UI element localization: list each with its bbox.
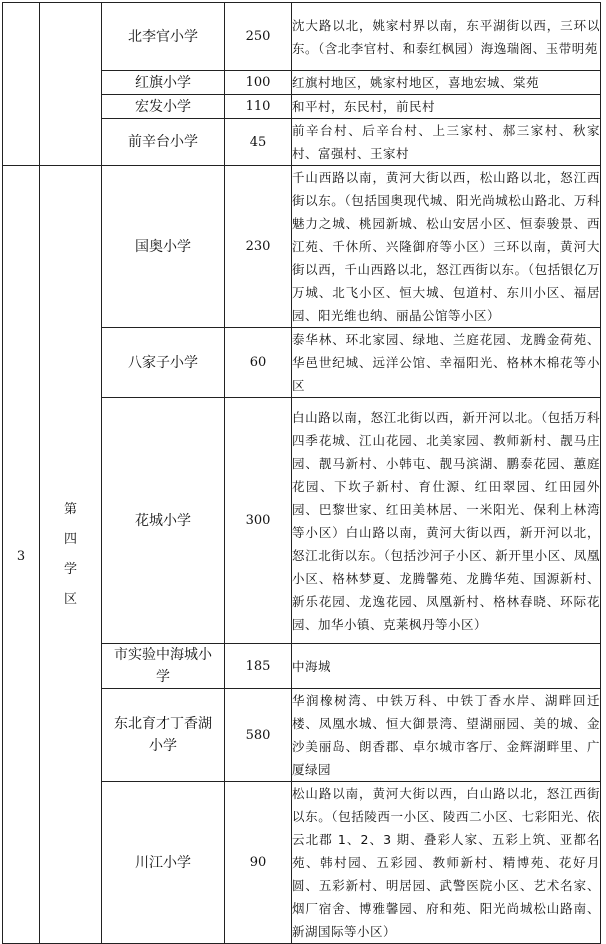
catchment-area: 华润橡树湾、中铁万科、中铁丁香水岸、湖畔回迁楼、凤凰水城、恒大御景湾、望湖丽园、美的城、金沙美丽岛、朗香郡、卓尔城市客厅、金辉湖畔里、广厦绿园 — [292, 693, 600, 777]
school-name-cell — [102, 71, 225, 95]
catchment-area-cell — [292, 3, 601, 71]
catchment-area-cell — [292, 644, 601, 689]
zone-cell-empty — [40, 3, 102, 166]
enrollment-count-cell — [225, 689, 292, 782]
catchment-area-cell — [292, 689, 601, 782]
enrollment-count: 185 — [245, 658, 271, 674]
enrollment-count-cell — [225, 644, 292, 689]
enrollment-count-cell — [225, 71, 292, 95]
catchment-area-cell — [292, 166, 601, 328]
row-number-cell — [3, 166, 40, 944]
school-name-cell — [102, 328, 225, 398]
school-name: 川江小学 — [135, 854, 191, 871]
table-row — [3, 3, 601, 71]
school-name-cell — [102, 689, 225, 782]
enrollment-count: 250 — [245, 29, 271, 44]
school-name-cell — [102, 644, 225, 689]
school-name: 市实验中海城小学 — [114, 647, 212, 685]
zone-cell — [40, 166, 102, 944]
catchment-area-cell — [292, 328, 601, 398]
catchment-area: 前辛台村、后辛台村、上三家村、郝三家村、秋家村、富强村、王家村 — [292, 123, 600, 161]
school-name: 宏发小学 — [135, 98, 191, 115]
enrollment-count-cell — [225, 166, 292, 328]
enrollment-count: 300 — [245, 513, 271, 528]
school-name-cell — [102, 95, 225, 119]
school-name: 北李官小学 — [128, 28, 198, 45]
school-district-table — [2, 2, 601, 944]
catchment-area-cell — [292, 95, 601, 119]
enrollment-count: 100 — [245, 75, 271, 90]
catchment-area: 红旗村地区，姚家村地区，喜地宏城、棠苑 — [292, 75, 540, 90]
row-number: 3 — [16, 549, 26, 564]
school-name: 红旗小学 — [135, 74, 191, 91]
row-number-cell-empty — [3, 3, 40, 166]
catchment-area-cell — [292, 119, 601, 166]
enrollment-count: 110 — [245, 99, 271, 114]
school-name-cell — [102, 782, 225, 944]
school-name-cell — [102, 119, 225, 166]
enrollment-count: 230 — [245, 239, 271, 254]
catchment-area: 和平村，东民村，前民村 — [292, 99, 436, 114]
enrollment-count-cell — [225, 3, 292, 71]
catchment-area: 白山路以南，怒江北街以西，新开河以北。（包括万科四季花城、江山花园、北美家园、教师新村、靓马庄园、靓马新村、小韩屯、靓马滨湖、鹏泰花园、蕙庭花园、下坎子新村、育仕源、红田翠园、红田园外园、巴黎世家、红田美林居、一米阳光、保利上林湾等小区）白山路以南，黄河大街以西，新开河以北，怒江北街以东。（包括沙河子小区、新开里小区、凤凰小区、格林梦夏、龙腾馨苑、龙腾华苑、国源新村、新乐花园、龙逸花园、凤凰新村、格林春晓、环际花园、加华小镇、克莱枫丹等小区） — [292, 409, 600, 632]
school-name: 前辛台小学 — [128, 134, 198, 150]
zone-label: 第四学区 — [63, 501, 77, 607]
catchment-area-cell — [292, 782, 601, 944]
enrollment-count: 45 — [249, 134, 267, 150]
catchment-area: 中海城 — [292, 658, 332, 674]
enrollment-count: 60 — [249, 355, 267, 370]
enrollment-count-cell — [225, 95, 292, 119]
enrollment-count: 580 — [245, 727, 271, 743]
catchment-area: 泰华林、环北家园、绿地、兰庭花园、龙腾金荷苑、华邑世纪城、远洋公馆、幸福阳光、格林木棉花等小区 — [292, 332, 600, 393]
catchment-area-cell — [292, 398, 601, 644]
enrollment-count: 90 — [249, 855, 267, 870]
school-name-cell — [102, 398, 225, 644]
catchment-area: 松山路以南，黄河大街以西，白山路以北，怒江西街以东。（包括陵西一小区、陵西二小区、七彩阳光、依云北郡 1、2、3 期、叠彩人家、五彩上筑、亚都名苑、韩村园、五彩园、教师新村、精博苑、花好月圆、五彩新村、明居园、武警医院小区、艺术名家、烟厂宿舍、博雅馨园、府和苑、阳光尚城松山路南、新湖国际等小区） — [292, 786, 600, 939]
catchment-area: 沈大路以北，姚家村界以南，东平湖街以西，三环以东。（含北李官村、和泰红枫园）海逸瑞阁、玉带明苑 — [292, 17, 600, 56]
enrollment-count-cell — [225, 782, 292, 944]
school-name-cell — [102, 166, 225, 328]
school-name: 东北育才丁香湖小学 — [114, 716, 212, 754]
school-name: 八家子小学 — [128, 354, 198, 371]
enrollment-count-cell — [225, 119, 292, 166]
enrollment-count-cell — [225, 398, 292, 644]
table-row — [3, 166, 601, 328]
enrollment-count-cell — [225, 328, 292, 398]
school-name: 花城小学 — [135, 512, 191, 529]
catchment-area-cell — [292, 71, 601, 95]
catchment-area: 千山西路以南，黄河大街以西，松山路以北，怒江西街以东。（包括国奥现代城、阳光尚城松山路北、万科魅力之城、桃园新城、松山安居小区、恒泰骏景、西江苑、千休所、兴隆御府等小区）三环以南，黄河大街以西，千山西路以北，怒江西街以东。（包括银亿万万城、北飞小区、恒大城、包道村、东川小区、福居园、阳光维也纳、丽晶公馆等小区） — [292, 170, 600, 323]
school-name-cell — [102, 3, 225, 71]
school-name: 国奥小学 — [135, 238, 191, 255]
